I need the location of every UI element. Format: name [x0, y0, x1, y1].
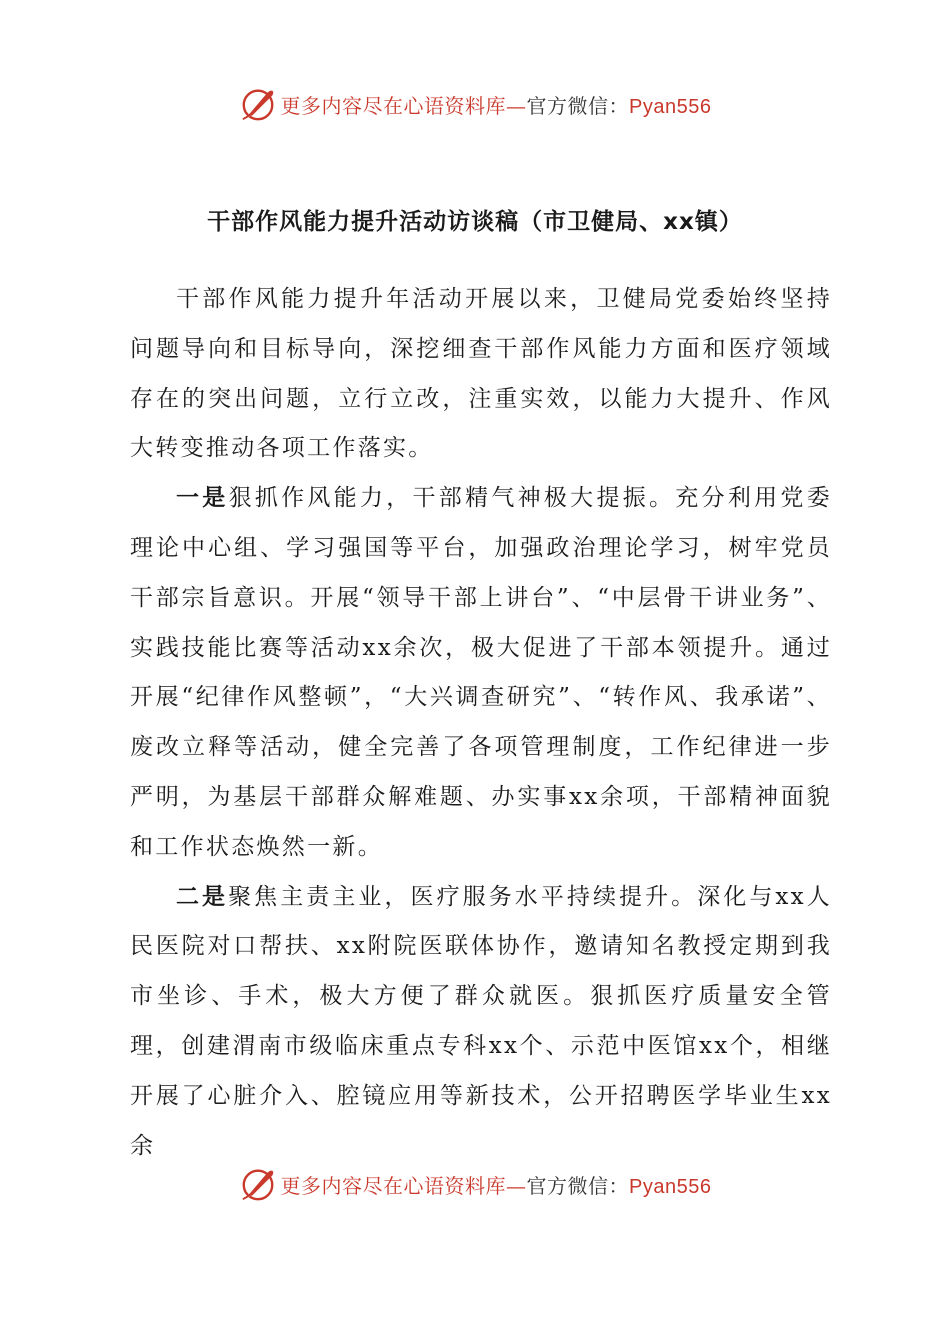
- paragraph-text: 狠抓作风能力，干部精气神极大提振。充分利用党委理论中心组、学习强国等平台，加强政治理论学习，树牢党员干部宗旨意识。开展“领导干部上讲台”、“中层骨干讲业务”、实践技能比赛等活动xx余次，极大促进了干部本领提升。通过开展“纪律作风整顿”，“大兴调查研究”、“转作风、我承诺”、废改立释等活动，健全完善了各项管理制度，工作纪律进一步严明，为基层干部群众解难题、办实事xx余项，干部精神面貌和工作状态焕然一新。: [130, 485, 832, 860]
- banner-text: [281, 90, 712, 119]
- paragraph-lead: 二是: [176, 883, 229, 910]
- paragraph-intro: [130, 275, 832, 474]
- quill-logo-icon: [239, 1165, 277, 1203]
- banner-wechat-id: Pyan556: [629, 95, 712, 118]
- banner-text: [281, 1170, 712, 1199]
- paragraph-text: 干部作风能力提升年活动开展以来，卫健局党委始终坚持问题导向和目标导向，深挖细查干部作风能力方面和医疗领域存在的突出问题，立行立改，注重实效，以能力大提升、作风大转变推动各项工作落实。: [130, 286, 832, 462]
- banner-main-text: 更多内容尽在心语资料库: [280, 1173, 507, 1198]
- paragraph-lead: 一是: [176, 485, 229, 512]
- banner-wechat-id: Pyan556: [629, 1175, 712, 1198]
- header-watermark-banner: [0, 82, 950, 126]
- document-title: 干部作风能力提升活动访谈稿（市卫健局、xx镇）: [207, 209, 743, 235]
- paragraph-text: 聚焦主责主业，医疗服务水平持续提升。深化与xx人民医院对口帮扶、xx附院医联体协作，邀请知名教授定期到我市坐诊、手术，极大方便了群众就医。狠抓医疗质量安全管理，创建渭南市级临床重点专科xx个、示范中医馆xx个，相继开展了心脏介入、腔镜应用等新技术，公开招聘医学毕业生xx余: [130, 883, 832, 1159]
- banner-wechat-label: 官方微信：: [526, 93, 630, 118]
- banner-wechat-label: 官方微信：: [526, 1173, 630, 1198]
- footer-watermark-banner: [0, 1162, 950, 1206]
- banner-separator: —: [506, 93, 527, 118]
- banner-main-text: 更多内容尽在心语资料库: [280, 93, 507, 118]
- paragraph-point-one: [130, 474, 832, 872]
- paragraph-point-two: [130, 873, 832, 1172]
- banner-separator: —: [506, 1173, 527, 1198]
- quill-logo-icon: [239, 85, 277, 123]
- document-body: [130, 275, 832, 1171]
